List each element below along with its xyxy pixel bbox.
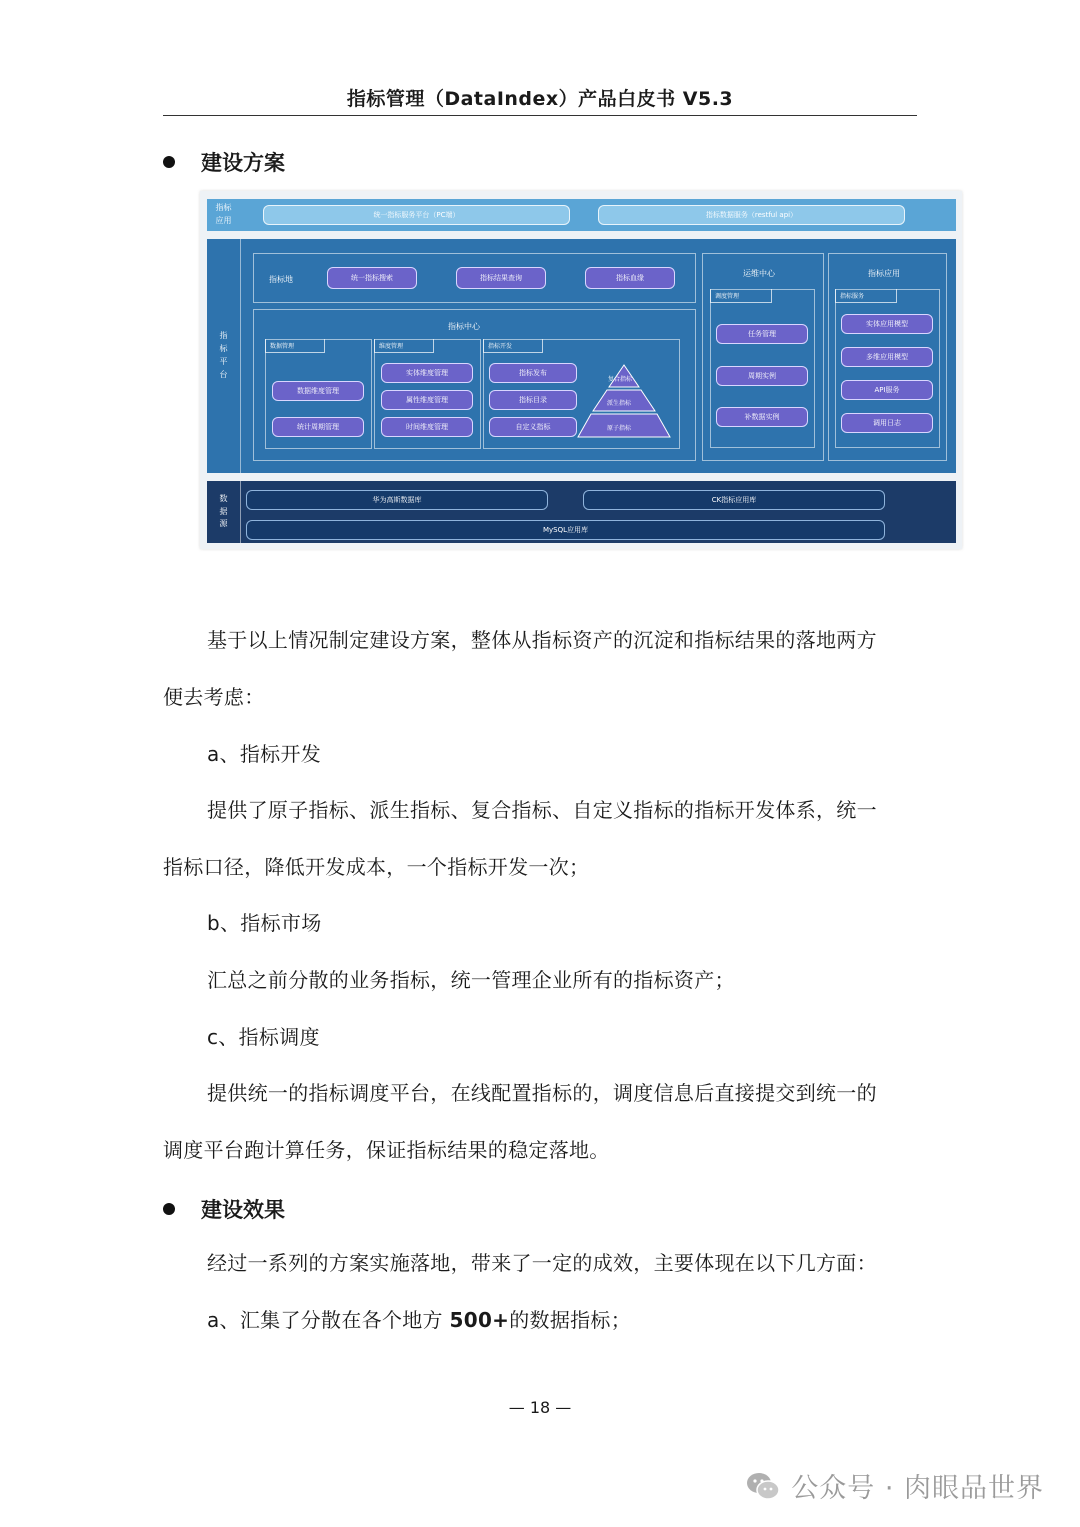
index-map-result-query: 指标结果查询: [456, 267, 546, 289]
ops-period-instance: 周期实例: [716, 366, 808, 386]
index-dev-catalog: 指标目录: [489, 390, 577, 410]
bullet-icon: [163, 156, 175, 168]
index-map-search: 统一指标搜索: [327, 267, 417, 289]
wechat-icon: [745, 1471, 781, 1501]
effect-item-a: [163, 1310, 961, 1330]
index-dev-custom: 自定义指标: [489, 417, 577, 437]
data-source-mysql: MySQL应用库: [246, 520, 885, 540]
ops-backfill-instance: 补数据实例: [716, 407, 808, 427]
pyramid-atomic-label: 原子指标: [607, 425, 632, 432]
app-multidim-model: 多维应用模型: [841, 347, 933, 367]
data-source-ck: CK指标应用库: [583, 490, 885, 510]
data-mgmt-period: 统计周期管理: [272, 417, 364, 437]
index-dev-publish: 指标发布: [489, 363, 577, 383]
app-api-service: API服务: [841, 380, 933, 400]
index-map-lineage: 指标血缘: [585, 267, 675, 289]
data-mgmt-dimension: 数据维度管理: [272, 381, 364, 401]
header-rule: [163, 115, 917, 116]
pyramid-composite-label: 复合指标: [608, 376, 633, 383]
effect-item-a-suffix: 的数据指标；: [509, 1308, 632, 1332]
ops-task-mgmt: 任务管理: [716, 324, 808, 344]
section-heading-effect: [163, 1194, 285, 1224]
section-heading-plan-text: 建设方案: [201, 151, 285, 175]
effect-item-a-prefix: a、汇集了分散在各个地方: [207, 1308, 450, 1332]
section-heading-plan: [163, 147, 285, 177]
app-item-pc-platform: 统一指标服务平台（PC端）: [263, 205, 570, 225]
app-item-restful-api: 指标数据服务（restful api）: [598, 205, 905, 225]
platform-divider: [240, 239, 241, 473]
watermark: [745, 1466, 1044, 1505]
page-number: — 18 —: [508, 1398, 572, 1417]
item-c-line2: 调度平台跑计算任务，保证指标结果的稳定落地。: [163, 1138, 610, 1162]
app-entity-model: 实体应用模型: [841, 314, 933, 334]
item-a-line1: 提供了原子指标、派生指标、复合指标、自定义指标的指标开发体系，统一: [207, 798, 877, 822]
dim-mgmt-tab: 维度管理: [374, 339, 434, 353]
data-layer-divider: [240, 481, 241, 543]
index-app-tab: 指标服务: [835, 289, 897, 303]
index-center-title: 指标中心: [448, 322, 480, 331]
app-call-log: 调用日志: [841, 413, 933, 433]
dim-mgmt-attribute: 属性维度管理: [381, 390, 473, 410]
item-a-line2: 指标口径，降低开发成本，一个指标开发一次；: [163, 855, 590, 879]
index-map-title: 指标地: [269, 275, 293, 284]
data-mgmt-tab: 数据管理: [265, 339, 325, 353]
paragraph-plan-line1: 基于以上情况制定建设方案，整体从指标资产的沉淀和指标结果的落地两方: [207, 628, 877, 652]
architecture-diagram: [200, 191, 962, 549]
item-a-title: a、指标开发: [207, 742, 322, 766]
data-source-gauss: 华为高斯数据库: [246, 490, 548, 510]
item-c-line1: 提供统一的指标调度平台，在线配置指标的，调度信息后直接提交到统一的: [207, 1081, 877, 1105]
ops-center-title: 运维中心: [743, 269, 775, 278]
data-layer-label: 数 据 源: [219, 493, 228, 529]
header-title: 指标管理（DataIndex）产品白皮书 V5.3: [346, 88, 734, 110]
watermark-text: 公众号 · 肉眼品世界: [791, 1473, 1044, 1504]
section-heading-effect-text: 建设效果: [201, 1198, 285, 1222]
item-b-line1: 汇总之前分散的业务指标，统一管理企业所有的指标资产；: [207, 968, 735, 992]
pyramid-derived-label: 派生指标: [607, 400, 632, 407]
platform-layer-label: 指 标 平 台: [219, 331, 228, 379]
ops-center-tab: 调度管理: [710, 289, 772, 303]
dim-mgmt-time: 时间维度管理: [381, 417, 473, 437]
index-app-title: 指标应用: [868, 269, 900, 278]
item-c-title: c、指标调度: [207, 1025, 320, 1049]
dim-mgmt-entity: 实体维度管理: [381, 363, 473, 383]
effect-item-a-count: 500+: [449, 1308, 510, 1332]
item-b-title: b、指标市场: [207, 911, 322, 935]
effect-line1: 经过一系列的方案实施落地，带来了一定的成效，主要体现在以下几方面：: [207, 1251, 877, 1275]
bullet-icon: [163, 1203, 175, 1215]
index-dev-tab: 指标开发: [483, 339, 543, 353]
paragraph-plan-line2: 便去考虑：: [163, 685, 265, 709]
app-layer-label: 指标 应用: [215, 203, 232, 225]
